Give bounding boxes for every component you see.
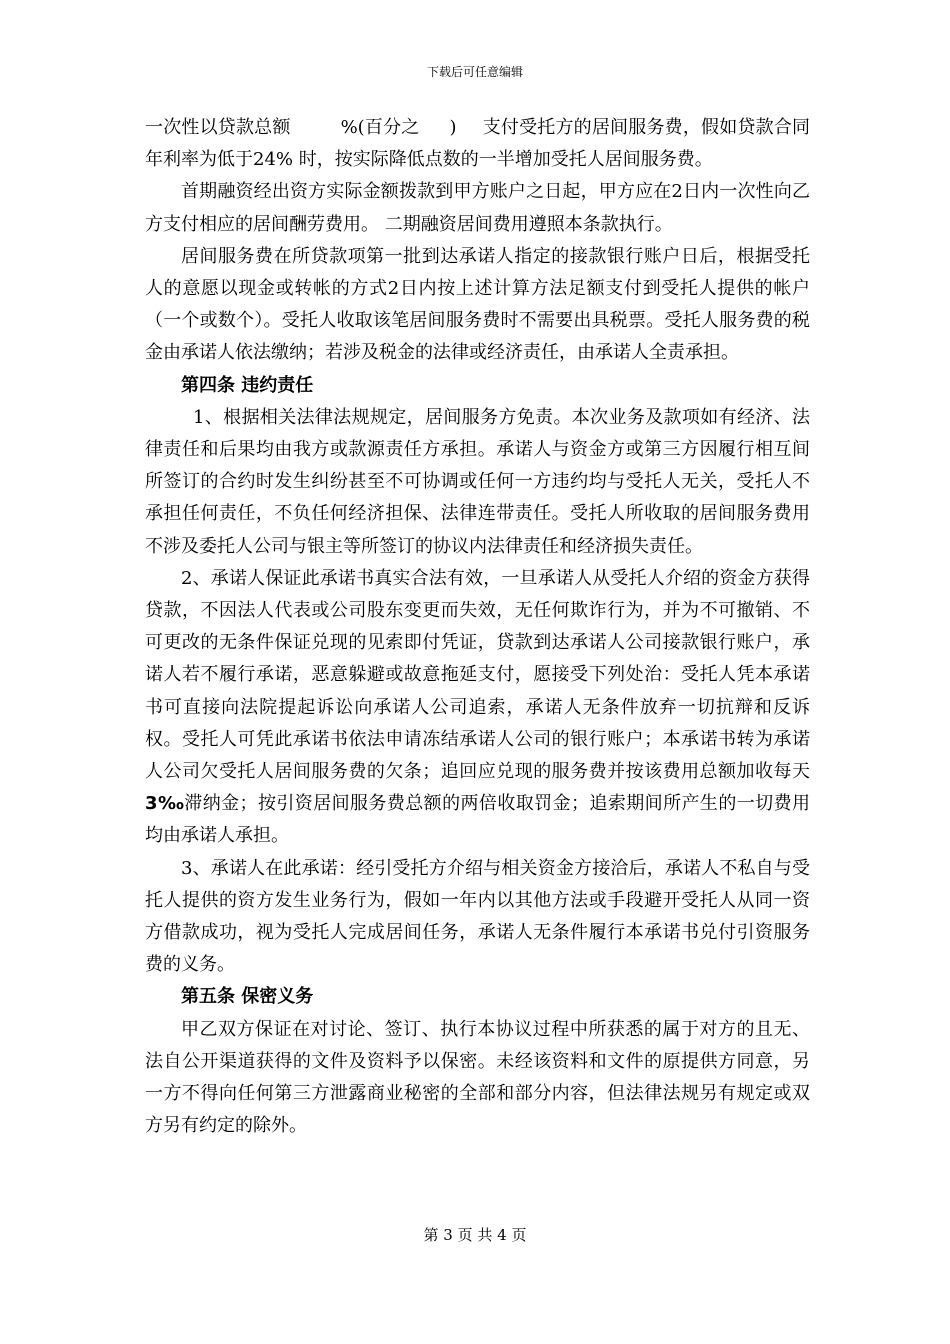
download-note-header: 下载后可任意编辑	[426, 65, 523, 79]
fee-rate-text-a: 一次性以贷款总额	[145, 117, 291, 138]
section-4-item-2-text-b: 滞纳金；按引资居间服务费总额的两倍收取罚金；追索期间所产生的一切费用均由承诺人承担。	[145, 793, 810, 847]
payment-paragraph: 居间服务费在所贷款项第一批到达承诺人指定的接款银行账户日后，根据受托人的意愿以现金或转帐的方式2日内按上述计算方法足额支付到受托人提供的帐户（一个或数个）。受托人收取该笔居间服务费时不需要出具税票。受托人服务费的税金由承诺人依法缴纳；若涉及税金的法律或经济责任，由承诺人全责承担。	[145, 245, 810, 364]
section-4-item-2-text-a: 2、承诺人保证此承诺书真实合法有效，一旦承诺人从受托人介绍的资金方获得贷款，不因法人代表或公司股东变更而失效，无任何欺诈行为，并为不可撤销、不可更改的无条件保证兑现的见索即付凭证，贷款到达承诺人公司接款银行账户，承诺人若不履行承诺，恶意躲避或故意拖延支付，愿接受下列处治：受托人凭本承诺书可直接向法院提起诉讼向承诺人公司追索，承诺人无条件放弃一切抗辩和反诉权。受托人可凭此承诺书依法申请冻结承诺人公司的银行账户；本承诺书转为承诺人公司欠受托人居间服务费的欠条；追回应兑现的服务费并按该费用总额加收每天	[145, 567, 810, 783]
section-4-title: 第四条 违约责任	[181, 374, 314, 396]
fee-rate-text-b: %(百分之	[340, 117, 420, 138]
fee-rate-paragraph	[145, 112, 810, 176]
section-4-item-3: 3、承诺人在此承诺：经引受托方介绍与相关资金方接洽后，承诺人不私自与受托人提供的资方发生业务行为，假如一年内以其他方法或手段避开受托人从同一资方借款成功，视为受托人完成居间任务，承诺人无条件履行本承诺书兑付引资服务费的义务。	[145, 857, 810, 976]
document-body	[145, 112, 810, 1143]
section-5-item-1: 甲乙双方保证在对讨论、签订、执行本协议过程中所获悉的属于对方的且无、法自公开渠道获得的文件及资料予以保密。未经该资料和文件的原提供方同意，另一方不得向任何第三方泄露商业秘密的全部和部分内容，但法律法规另有规定或双方另有约定的除外。	[145, 1018, 810, 1137]
section-4-item-2	[145, 563, 810, 853]
section-4-item-1: 1、根据相关法律法规规定，居间服务方免责。本次业务及款项如有经济、法律责任和后果均由我方或款源责任方承担。承诺人与资金方或第三方因履行相互间所签订的合约时发生纠纷甚至不可协调或任何一方违约均与受托人无关，受托人不承担任何责任，不负任何经济担保、法律连带责任。受托人所收取的居间服务费用不涉及委托人公司与银主等所签订的协议内法律责任和经济损失责任。	[145, 406, 810, 557]
fee-rate-text-c: )	[449, 117, 457, 138]
late-fee-rate: 3‰	[145, 793, 185, 815]
first-phase-paragraph: 首期融资经出资方实际金额拨款到甲方账户之日起，甲方应在2日内一次性向乙方支付相应的居间酬劳费用。 二期融资居间费用遵照本条款执行。	[145, 181, 810, 235]
fee-rate-text-d: 支付受托方的居间服务费，假如贷款合同年利率为低于24% 时，按实际降低点数的一半增加受托人居间服务费。	[145, 117, 810, 171]
section-5-title: 第五条 保密义务	[181, 986, 314, 1008]
page-number-footer: 第 3 页 共 4 页	[423, 1226, 527, 1244]
